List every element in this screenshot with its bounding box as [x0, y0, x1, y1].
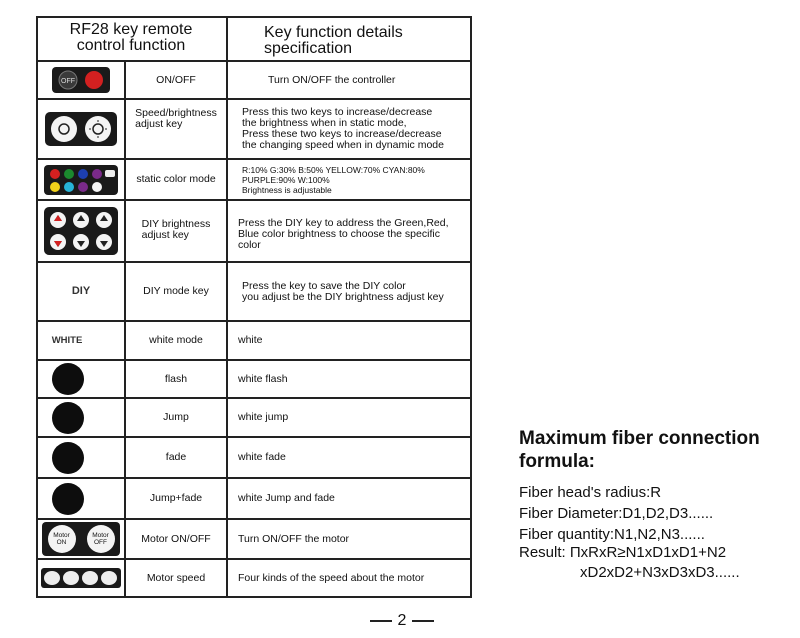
- row-desc: white Jump and fade: [238, 492, 335, 504]
- row-name: ON/OFF: [156, 73, 196, 86]
- diy-key-icon: [38, 263, 124, 320]
- motor-keys-icon: [38, 520, 124, 558]
- formula-title: Maximum fiber connection formula:: [519, 428, 760, 472]
- row-name: Motor ON/OFF: [141, 532, 211, 545]
- formula-quantity: Fiber quantity:N1,N2,N3......: [519, 526, 705, 543]
- formula-diameter: Fiber Diameter:D1,D2,D3......: [519, 505, 714, 522]
- jump-fade-key-icon: [38, 479, 124, 518]
- row-desc: white fade: [238, 451, 286, 463]
- row-desc: Turn ON/OFF the controller: [268, 73, 396, 86]
- motor-on-key: Motor ON: [48, 525, 76, 553]
- row-desc: Four kinds of the speed about the motor: [238, 571, 425, 584]
- row-desc: white flash: [238, 372, 288, 385]
- remote-function-table: [36, 16, 472, 598]
- diy-key-label: DIY: [71, 285, 91, 297]
- on-off-keys-icon: [38, 62, 124, 98]
- speed-brightness-keys-icon: [38, 100, 124, 158]
- row-name: Speed/brightness adjust key: [135, 107, 217, 130]
- formula-result-cont: xD2xD2+N3xD3xD3......: [580, 564, 740, 581]
- row-desc: Press this two keys to increase/decrease the brightness when in static mode, Press these two keys to increase/decrease the changing speed when in dynamic mode: [242, 106, 444, 151]
- motor-speed-keys-icon: [38, 560, 124, 596]
- row-name: Jump: [163, 411, 189, 423]
- white-key-icon: [38, 322, 124, 359]
- row-name: fade: [165, 451, 187, 463]
- row-name: DIY mode key: [143, 285, 209, 297]
- flash-key-icon: [38, 361, 124, 397]
- fade-key-icon: [38, 438, 124, 477]
- header-key-function: RF28 key remote control function: [69, 21, 193, 54]
- row-name: static color mode: [136, 173, 216, 185]
- off-key-label: OFF: [61, 78, 75, 85]
- white-key-label: WHITE: [51, 335, 83, 346]
- row-name: flash: [164, 372, 188, 385]
- row-name: Jump+fade: [149, 492, 203, 504]
- row-desc: Press the key to save the DIY color you adjust be the DIY brightness adjust key: [242, 279, 444, 303]
- row-name: white mode: [149, 334, 203, 346]
- row-desc: white jump: [238, 411, 289, 423]
- row-name: Motor speed: [146, 571, 206, 584]
- row-name: DIY brightness adjust key: [141, 218, 211, 241]
- header-function-details: Key function details specification: [264, 24, 403, 57]
- jump-key-icon: [38, 399, 124, 436]
- formula-result: Result: ΠxRxR≥N1xD1xD1+N2: [519, 544, 727, 561]
- row-desc: R:10% G:30% B:50% YELLOW:70% CYAN:80% PURPLE:90% W:100% Brightness is adjustable: [242, 164, 425, 195]
- formula-radius: Fiber head's radius:R: [519, 484, 662, 501]
- row-desc: Press the DIY key to address the Green,Red, Blue color brightness to choose the specific color: [238, 217, 449, 251]
- row-desc: white: [238, 334, 263, 346]
- diy-arrow-keys-icon: [38, 201, 124, 261]
- motor-off-key: Motor OFF: [87, 525, 115, 553]
- row-desc: Turn ON/OFF the motor: [238, 532, 350, 545]
- page-number: 2: [362, 612, 442, 630]
- color-keys-icon: [38, 160, 124, 199]
